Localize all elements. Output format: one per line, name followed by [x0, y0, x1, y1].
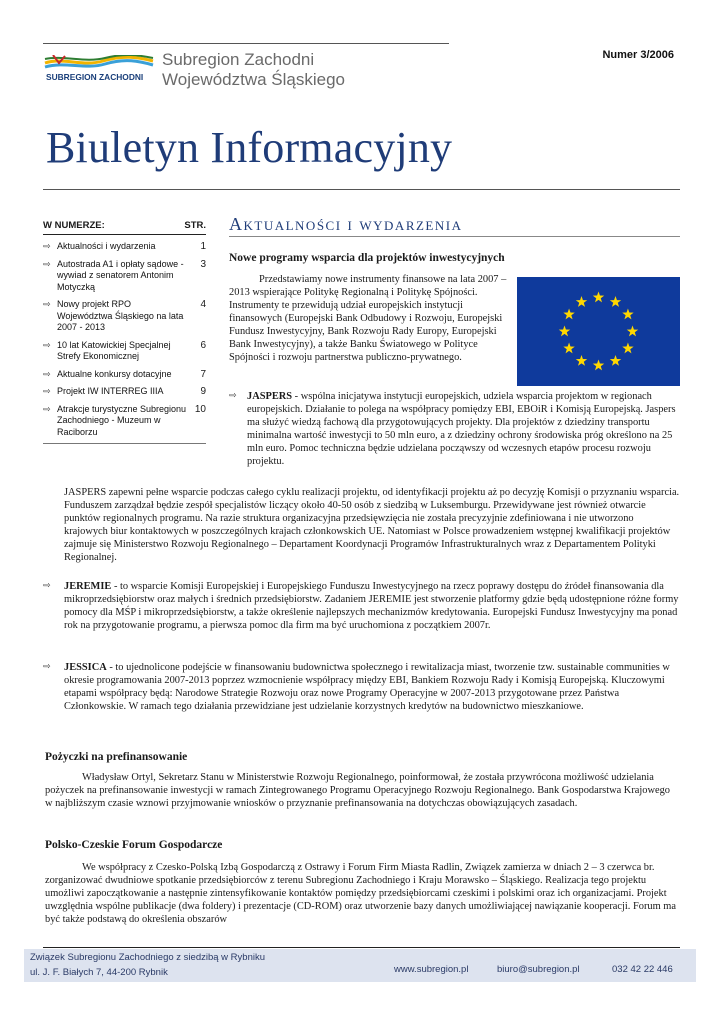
forum-text: We współpracy z Czesko-Polską Izbą Gospodarczą z Ostrawy i Forum Firm Miasta Radlin, Związek zamierza w dniach 2 – 3 czerwca br. zorganizować dwudniowe spotkanie przedsiębiorców z terenu Subregionu Zachodniego i Kraju Morawsko – Śląskiego. Realizacja tego projektu umożliwi zapoczątkowanie a następnie zintensyfikowanie kontaktów pomiędzy przedsiębiorcami czeskimi i polskimi oraz ich organizacjami. Projekt uwzględnia wspólne publikacje (dwa foldery) i prezentacje (CD-ROM) oraz utworzenie bazy danych umożliwiającej nawiązanie kooperacji. Forum ma być także podstawą do określenia obszarów — [45, 862, 676, 925]
toc-item-page: 4 — [200, 299, 206, 310]
toc-item[interactable] — [43, 299, 206, 334]
table-of-contents — [43, 220, 206, 444]
eu-star — [593, 360, 604, 371]
eu-star — [610, 355, 621, 366]
toc-divider — [43, 443, 206, 444]
eu-star — [576, 296, 587, 307]
toc-item[interactable] — [43, 404, 206, 439]
jessica-description: - to ujednolicone podejście w finansowaniu budownictwa społecznego i rewitalizacja miast, tworzenie tzw. sustainable communities w okresie programowania 2007-2013 poprzez wzmocnienie współpracy między EBI, Bankiem Rozwoju Rady i Komisją Europejską. Kluczowymi etapami współpracy będą: Narodowe Strategie Rozwoju oraz nowe Programy Operacyjne w 2007-2013 przygotowane przez Państwa Członkowskie. W ramach tego działania przewidziane jest udzielanie korzystnych kredytów na budownictwo mieszkaniowe. — [64, 662, 670, 712]
eu-star — [563, 309, 574, 320]
toc-item-label: Atrakcje turystyczne Subregionu Zachodniego - Muzeum w Raciborzu — [57, 403, 187, 437]
jaspers-item — [229, 390, 680, 468]
toc-item-page: 9 — [200, 386, 206, 397]
footer-organization: Związek Subregionu Zachodniego z siedzibą w Rybniku — [30, 952, 265, 963]
loans-text: Władysław Ortyl, Sekretarz Stanu w Ministerstwie Rozwoju Regionalnego, poinformował, że została przywrócona możliwość udzielania pożyczek na prefinansowanie inwestycji w ramach Zintegrowanego Programu Operacyjnego Rozwoju Regionalnego. Bank Gospodarstwa Krajowego w najbliższym czasie wznowi przyjmowanie wniosków o przyznanie prefinansowania na dotychczas obowiązujących zasadach. — [45, 772, 670, 809]
jessica-text — [64, 661, 680, 713]
toc-item[interactable] — [43, 340, 206, 363]
jaspers-continued: JASPERS zapewni pełne wsparcie podczas całego cyklu realizacji projektu, od identyfikacji projektu aż po decyzję Komisji o przyznaniu wsparcia. Funduszem zarządzał będzie zespół specjalistów liczący około 40-50 osób z siedzibą w Luksemburgu. Przewidywane jest również otwarcie punktów regionalnych programu. Na razie struktura organizacyjna przedsięwzięcia nie została precyzyjnie zdefiniowana i nie utworzono krajowych biur kontaktowych w poszczególnych krajach członkowskich UE. Natomiast w Polsce prowadzeniem wstępnej kwalifikacji projektów zajmuje się Ministerstwo Rozwoju Regionalnego – Departament Koordynacji Programów Infrastrukturalnych wraz z Departamentem Polityki Regionalnej. — [64, 487, 680, 563]
footer — [24, 949, 696, 982]
jeremie-item — [43, 580, 680, 632]
arrow-right-icon: ⇨ — [43, 386, 51, 396]
issue-number: Numer 3/2006 — [602, 49, 674, 61]
arrow-right-icon: ⇨ — [43, 339, 51, 350]
page-title: Biuletyn Informacyjny — [46, 123, 453, 172]
eu-star — [627, 326, 638, 337]
toc-item[interactable] — [43, 386, 206, 398]
loans-heading: Pożyczki na prefinansowanie — [45, 751, 188, 763]
toc-item-label: 10 lat Katowickiej Specjalnej Strefy Ekonomicznej — [57, 339, 171, 361]
arrow-right-icon: ⇨ — [43, 241, 51, 251]
footer-phone: 032 42 22 446 — [612, 964, 673, 975]
arrow-right-icon: ⇨ — [43, 581, 51, 591]
toc-page-heading: STR. — [184, 220, 206, 231]
article-title: Nowe programy wsparcia dla projektów inwestycyjnych — [229, 252, 505, 264]
org-name — [162, 50, 345, 90]
toc-item[interactable] — [43, 259, 206, 294]
arrow-right-icon: ⇨ — [43, 258, 51, 269]
section-heading: Aktualności i wydarzenia — [229, 214, 463, 234]
eu-star — [559, 326, 570, 337]
arrow-right-icon: ⇨ — [229, 391, 237, 401]
jaspers-description: - wspólna inicjatywa instytucji europejskich, udziela wsparcia projektom w regionach europejskich. Działanie to polega na współpracy pomiędzy EBI, EBOiR i Komisją Europejską. Jaspers ma służyć wiedzą fachową dla przygotowujących projekty. Dla projektów z dziedziny transportu minimalna wartość inwestycji to 50 mln euro, a z dziedziny ochrony środowiska próg określono na 25 mln euro. Pomoc techniczna będzie udzielana począwszy od wczesnych etapów procesu rozwoju projektu. — [247, 391, 676, 467]
section-rule — [229, 236, 680, 237]
jeremie-text — [64, 580, 680, 632]
arrow-right-icon: ⇨ — [43, 368, 51, 379]
forum-heading: Polsko-Czeskie Forum Gospodarcze — [45, 839, 223, 851]
arrow-right-icon: ⇨ — [43, 403, 51, 414]
toc-item-label: Autostrada A1 i opłaty sądowe - wywiad z senatorem Antonim Motyczką — [57, 258, 184, 292]
toc-item-page: 10 — [194, 403, 206, 415]
toc-item-page: 3 — [200, 258, 206, 270]
eu-star — [563, 343, 574, 354]
toc-heading: W NUMERZE: — [43, 220, 105, 231]
toc-item-page: 1 — [200, 241, 206, 252]
eu-flag-icon — [517, 277, 680, 386]
toc-header — [43, 220, 206, 235]
eu-star — [622, 309, 633, 320]
toc-item-page: 6 — [200, 339, 206, 351]
footer-email-link[interactable]: biuro@subregion.pl — [497, 964, 580, 975]
eu-star — [576, 355, 587, 366]
arrow-right-icon: ⇨ — [43, 299, 51, 309]
jeremie-name: JEREMIE — [64, 581, 112, 592]
eu-star — [610, 296, 621, 307]
footer-website-link[interactable]: www.subregion.pl — [394, 964, 469, 975]
jeremie-description: - to wsparcie Komisji Europejskiej i Europejskiego Funduszu Inwestycyjnego na rzecz poprawy dostępu do źródeł finansowania dla mikroprzedsiębiorstw oraz małych i średnich przedsiębiorstw. Zadaniem JEREMIE jest stworzenie platformy gdzie będą udostępnione różne formy pomocy dla MŚP i mikroprzedsiębiorstw, a także określenie najlepszych mechanizmów kredytowania. Europejski Fundusz Inwestycyjny ma ponad rok na przygotowanie programu, a pierwsza pomoc dla firm ma być uruchomiona z początkiem 2007r. — [64, 581, 679, 631]
jaspers-text — [247, 390, 680, 468]
toc-item-label: Nowy projekt RPO Województwa Śląskiego na lata 2007 - 2013 — [57, 299, 184, 332]
article-intro — [229, 273, 512, 364]
footer-address: ul. J. F. Białych 7, 44-200 Rybnik — [30, 967, 168, 978]
footer-rule — [43, 947, 680, 948]
toc-item[interactable] — [43, 369, 206, 381]
toc-item-label: Aktualności i wydarzenia — [57, 241, 156, 251]
org-line-1: Subregion Zachodni — [162, 50, 315, 69]
intro-paragraph: Przedstawiamy nowe instrumenty finansowe na lata 2007 – 2013 wspierające Politykę Regionalną i Politykę Spójności. Instrumenty te przewidują udział europejskich instytucji finansowych (Europejski Bank Odbudowy i Rozwoju, Europejski Fundusz Inwestycyjny, Bank Rozwoju Rady Europy, Europejski Bank Inwestycyjny), a także Banku Światowego w Polityce Spójności i rozwoju partnerstwa publiczno-prywatnego. — [229, 274, 507, 363]
jessica-item — [43, 661, 680, 713]
toc-item-label: Aktualne konkursy dotacyjne — [57, 368, 172, 379]
logo-icon — [43, 55, 155, 85]
eu-star — [622, 343, 633, 354]
toc-item-label: Projekt IW INTERREG IIIA — [57, 386, 164, 396]
title-rule — [43, 189, 680, 190]
toc-item[interactable] — [43, 241, 206, 253]
top-rule — [43, 43, 449, 44]
org-line-2: Województwa Śląskiego — [162, 70, 345, 89]
eu-star — [593, 292, 604, 303]
jaspers-name: JASPERS — [247, 391, 293, 402]
arrow-right-icon: ⇨ — [43, 662, 51, 672]
toc-item-page: 7 — [200, 368, 206, 380]
logo-text: SUBREGION ZACHODNI — [46, 72, 144, 82]
jessica-name: JESSICA — [64, 662, 107, 673]
